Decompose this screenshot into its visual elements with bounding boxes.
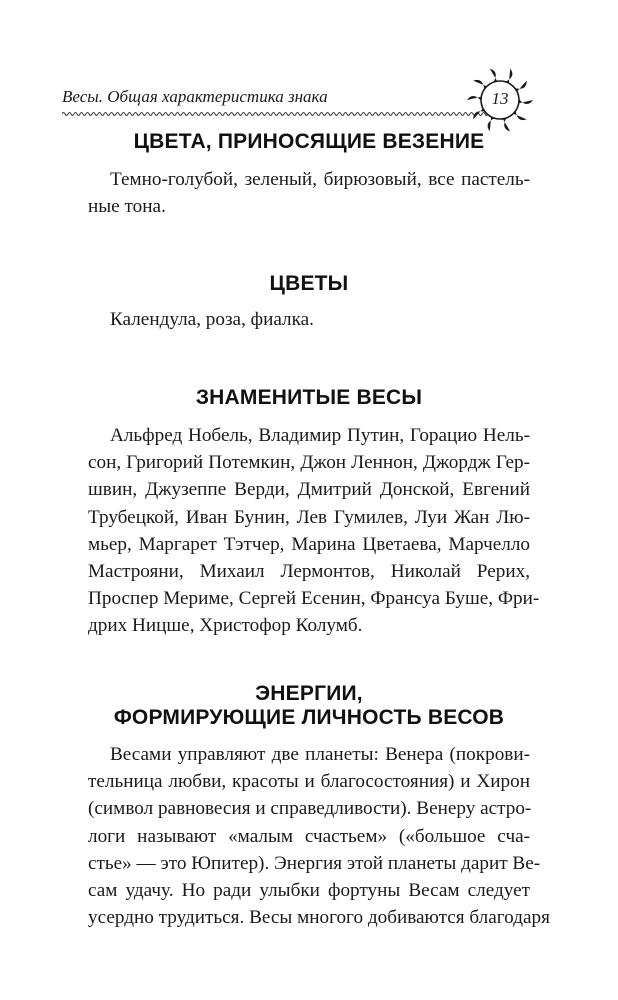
text-line: швин, Джузеппе Верди, Дмитрий Донской, Евгений	[88, 479, 530, 501]
paragraph-energies	[88, 741, 550, 931]
text-line: сам удачу. Но ради улыбки фортуны Весам следует	[88, 879, 530, 901]
running-head: Весы. Общая характеристика знака	[62, 87, 328, 106]
text-line: мьер, Маргарет Тэтчер, Марина Цветаева, Марчелло	[88, 533, 530, 555]
text-line: Календула, роза, фиалка.	[110, 309, 314, 330]
paragraph-lucky-colors	[88, 166, 530, 220]
paragraph-famous-libras	[88, 422, 540, 640]
text-line: усердно трудиться. Весы многого добиваются благодаря	[88, 907, 550, 929]
heading-line: ЦВЕТЫ	[269, 272, 349, 295]
text-line: дрих Ницше, Христофор Колумб.	[88, 615, 363, 637]
heading-line: ФОРМИРУЮЩИЕ ЛИЧНОСТЬ ВЕСОВ	[113, 706, 505, 729]
text-line: Альфред Нобель, Владимир Путин, Горацио Нель-	[110, 425, 530, 446]
text-line: Проспер Мериме, Сергей Есенин, Франсуа Буше, Фри-	[88, 588, 540, 610]
page-number: 13	[491, 89, 509, 108]
text-line: логи называют «малым счастьем» («большое сча-	[88, 825, 530, 847]
section-heading-flowers	[88, 272, 530, 296]
section-heading-lucky-colors	[88, 130, 530, 154]
text-line: сон, Григорий Потемкин, Джон Леннон, Джордж Гер-	[88, 452, 530, 474]
paragraph-flowers	[88, 306, 530, 333]
text-line: тельница любви, красоты и благосостояния) и Хирон	[88, 771, 530, 793]
wavy-rule-divider	[62, 110, 494, 118]
text-line: Трубецкой, Иван Бунин, Лев Гумилев, Луи Жан Лю-	[88, 506, 530, 528]
section-heading-energies	[88, 682, 530, 730]
section-heading-famous-libras	[88, 386, 530, 410]
text-line: стье» — это Юпитер). Энергия этой планеты дарит Ве-	[88, 852, 541, 874]
text-line: (символ равновесия и справедливости). Венеру астро-	[88, 798, 532, 820]
heading-line: ЭНЕРГИИ,	[255, 682, 363, 705]
text-line: Темно-голубой, зеленый, бирюзовый, все пастель-	[110, 169, 530, 190]
text-line: ные тона.	[88, 196, 166, 218]
heading-line: ЦВЕТА, ПРИНОСЯЩИЕ ВЕЗЕНИЕ	[133, 130, 485, 153]
heading-line: ЗНАМЕНИТЫЕ ВЕСЫ	[195, 386, 423, 409]
text-line: Весами управляют две планеты: Венера (покрови-	[110, 744, 530, 765]
text-line: Мастрояни, Михаил Лермонтов, Николай Рерих,	[88, 560, 530, 582]
